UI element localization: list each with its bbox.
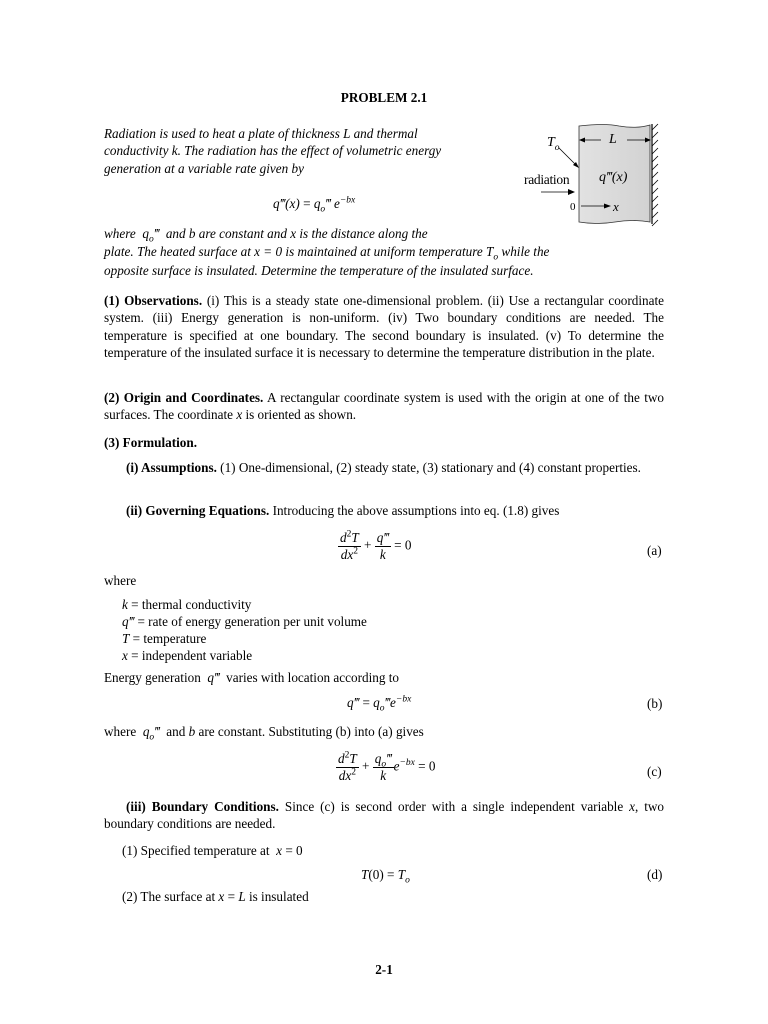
- definition-item: x = independent variable: [122, 648, 253, 663]
- where-label: where: [104, 573, 137, 588]
- To-arrow: [559, 148, 577, 166]
- bc2-line: (2) The surface at x = L is insulated: [122, 889, 309, 904]
- energy-generation-line: Energy generation q‴ varies with location according to: [104, 670, 399, 685]
- statement-line: Radiation is used to heat a plate of thickness L and thermal: [104, 126, 418, 141]
- statement-line: where $q_o‴$ and b are constant and x is the distance along the: [104, 226, 428, 245]
- plate-figure: [515, 118, 675, 233]
- generation-equation: q‴(x) = $q_o‴$ $e^{-bx}$: [273, 195, 356, 215]
- observations-text: (i) This is a steady state one-dimensional problem. (ii) Use a rectangular coordinate system. (iii) Energy generation is non-uniform. (iv) Two boundary conditions are needed. The temperature is specified at one boundary. The second boundary is insulated. (v) To determine the temperature of the insulated surface it is necessary to determine the temperature distribution in the plate.: [104, 293, 664, 360]
- definition-item: k = thermal conductivity: [122, 597, 252, 612]
- formulation-heading: (3) Formulation.: [104, 435, 198, 450]
- equation-a: $\frac{d^2T}{dx^2}$ + $\frac{q‴}{k}$ = 0: [340, 529, 412, 562]
- insulation-hatch: [652, 124, 658, 226]
- statement-line: generation at a variable rate given by: [104, 160, 304, 176]
- statement-line: plate. The heated surface at x = 0 is maintained at uniform temperature $T_o$ while the: [104, 244, 550, 263]
- equation-label-c: (c): [647, 764, 662, 779]
- observations-paragraph: [104, 292, 664, 361]
- equation-b: q‴ = $q_o‴e^{-bx}$: [347, 694, 412, 714]
- To-label: $T_o$: [547, 135, 560, 153]
- origin-label: 0: [570, 201, 576, 213]
- statement-line: conductivity k. The radiation has the effect of volumetric energy: [104, 143, 442, 159]
- origin-heading: (2) Origin and Coordinates.: [104, 390, 264, 405]
- observations-heading: (1) Observations.: [104, 293, 203, 308]
- definitions-list: [122, 596, 367, 664]
- statement-line: opposite surface is insulated. Determine the temperature of the insulated surface.: [104, 263, 534, 278]
- equation-label-b: (b): [647, 696, 663, 711]
- generation-label: q‴(x): [599, 170, 628, 185]
- radiation-label: radiation: [524, 172, 570, 187]
- boundary-conditions-paragraph: (iii) Boundary Conditions. Since (c) is second order with a single independent variable x, two boundary conditions are needed.: [104, 799, 665, 832]
- equation-label-a: (a): [647, 543, 662, 558]
- governing-paragraph: (ii) Governing Equations. Introducing the above assumptions into eq. (1.8) gives: [126, 503, 560, 518]
- equation-d: $T(0) = T_o$: [361, 867, 410, 886]
- definition-item: T = temperature: [122, 631, 207, 646]
- problem-statement: [104, 125, 504, 177]
- origin-paragraph: (2) Origin and Coordinates. A rectangular coordinate system is used with the origin at one of the two surfaces. The coordinate x is oriented as shown.: [104, 390, 664, 423]
- page-title: PROBLEM 2.1: [340, 90, 428, 105]
- L-label: L: [609, 132, 617, 147]
- bc1-line: (1) Specified temperature at x = 0: [122, 843, 303, 858]
- where2-line: where $q_o‴$ and b are constant. Substituting (b) into (a) gives: [104, 724, 424, 743]
- definition-item: q‴ = rate of energy generation per unit volume: [122, 614, 367, 629]
- page-number: 2-1: [375, 962, 393, 977]
- equation-label-d: (d): [647, 867, 663, 882]
- assumptions-paragraph: (i) Assumptions. (1) One-dimensional, (2) steady state, (3) stationary and (4) constant properties.: [126, 460, 641, 475]
- equation-c: $\frac{d^2T}{dx^2}$ + $\frac{q_o‴}{k}$ $e^{-bx} = 0$: [338, 750, 436, 783]
- x-label: x: [613, 199, 619, 214]
